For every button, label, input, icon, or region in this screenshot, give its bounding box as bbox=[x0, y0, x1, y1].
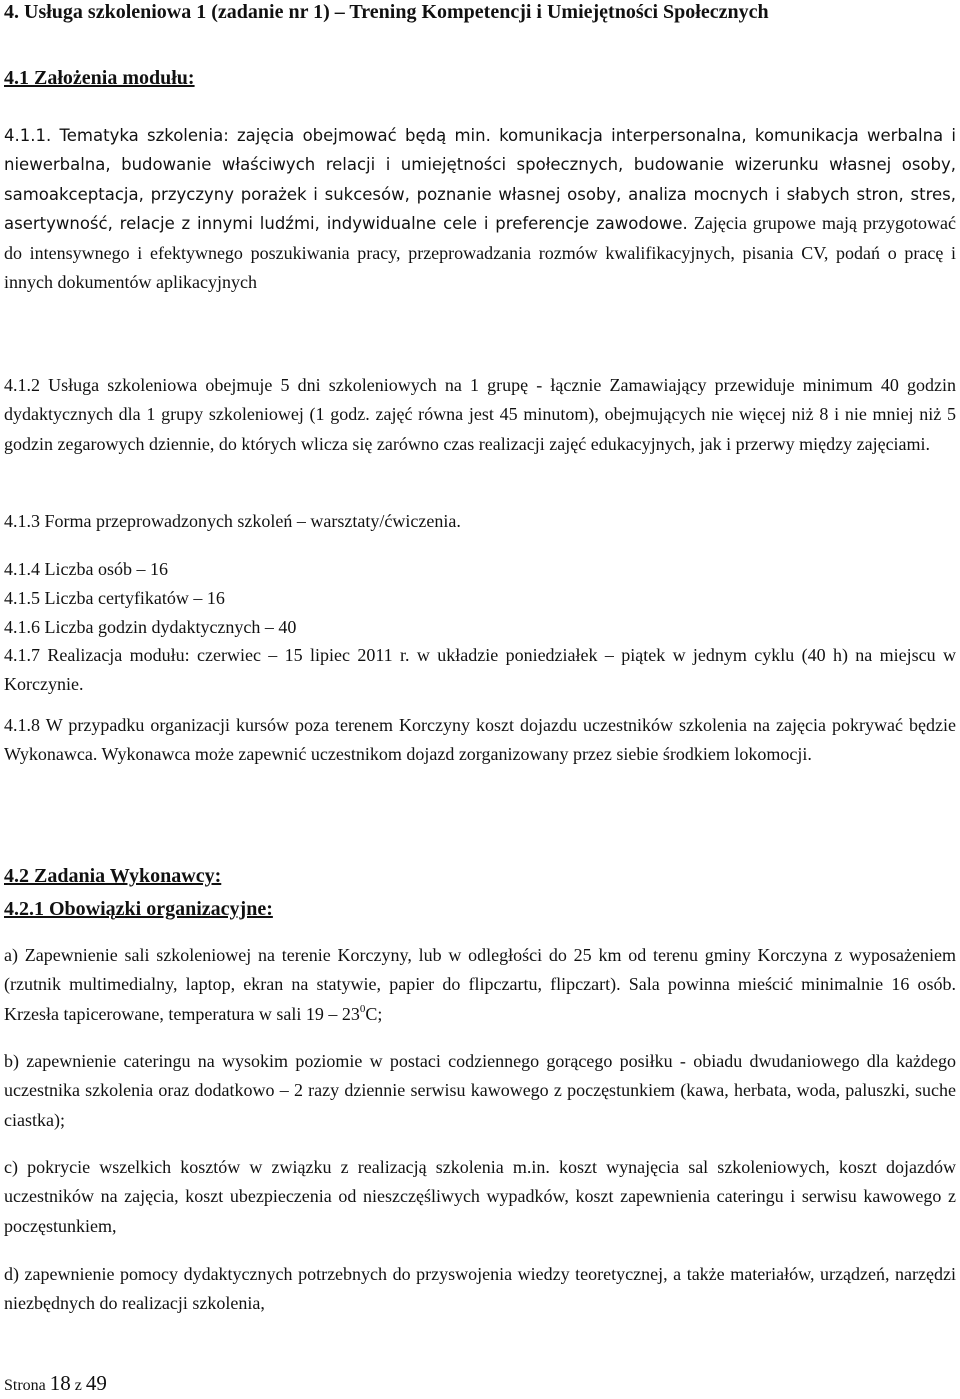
paragraph-4-1-5: 4.1.5 Liczba certyfikatów – 16 bbox=[4, 588, 225, 608]
footer-label: Strona bbox=[4, 1377, 46, 1394]
paragraph-4-1-3: 4.1.3 Forma przeprowadzonych szkoleń – warsztaty/ćwiczenia. bbox=[4, 511, 461, 531]
paragraph-a-end: C; bbox=[365, 1003, 383, 1024]
section-title: 4. Usługa szkoleniowa 1 (zadanie nr 1) – Trening Kompetencji i Umiejętności Społecznych bbox=[4, 1, 769, 23]
paragraph-b: b) zapewnienie cateringu na wysokim poziomie w postaci codziennego gorącego posiłku - obiadu dwudaniowego dla każdego uczestnika szkolenia oraz dodatkowo – 2 razy dziennie serwisu kawowego z poczęstunkiem (kawa, herbata, woda, paluszki, suche ciastka); bbox=[4, 1051, 956, 1130]
paragraph-4-1-1 bbox=[4, 121, 956, 297]
footer-of: z bbox=[74, 1377, 82, 1394]
paragraph-a bbox=[4, 941, 956, 1029]
paragraph-4-1-1-part1: 4.1.1. Tematyka szkolenia: zajęcia obejmować będą min. komunikacja interpersonalna, komunikacja werbalna i niewerbalna, budowanie właściwych relacji i umiejętności społecznych, budowanie wizerunku własnej osoby, samoakceptacja, przyczyny porażek i sukcesów, poznanie własnej osoby, analiza mocnych i słabych stron, stres, asertywność, relacje z innymi ludźmi, indywidualne cele i preferencje zawodowe. bbox=[4, 126, 956, 234]
subsection-4-1-title: 4.1 Założenia modułu: bbox=[4, 67, 195, 89]
paragraph-4-1-1-part2: Zajęcia grupowe mają przygotować do intensywnego i efektywnego poszukiwania pracy, przeprowadzania rozmów kwalifikacyjnych, pisania CV, podań o pracę i innych dokumentów aplikacyjnych bbox=[4, 213, 956, 293]
footer-total-pages: 49 bbox=[85, 1371, 107, 1395]
paragraph-c: c) pokrycie wszelkich kosztów w związku z realizacją szkolenia m.in. koszt wynajęcia sal szkoleniowych, koszt dojazdów uczestników na zajęcia, koszt ubezpieczenia od nieszczęśliwych wypadków, koszt zapewnienia cateringu i serwisu kawowego z poczęstunkiem, bbox=[4, 1157, 956, 1236]
subsection-4-2-1-title: 4.2.1 Obowiązki organizacyjne: bbox=[4, 898, 273, 920]
paragraph-d: d) zapewnienie pomocy dydaktycznych potrzebnych do przyswojenia wiedzy teoretycznej, a także materiałów, urządzeń, narzędzi niezbędnych do realizacji szkolenia, bbox=[4, 1264, 956, 1314]
degree-superscript: 0 bbox=[359, 1002, 366, 1015]
footer-page-number: 18 bbox=[49, 1371, 71, 1395]
paragraph-4-1-7: 4.1.7 Realizacja modułu: czerwiec – 15 lipiec 2011 r. w układzie poniedziałek – piątek w jednym cyklu (40 h) na miejscu w Korczynie. bbox=[4, 645, 956, 695]
page-footer bbox=[4, 1370, 107, 1399]
subsection-4-2-title: 4.2 Zadania Wykonawcy: bbox=[4, 865, 222, 887]
paragraph-4-1-8: 4.1.8 W przypadku organizacji kursów poza terenem Korczyny koszt dojazdu uczestników szkolenia na zajęcia pokrywać będzie Wykonawca. Wykonawca może zapewnić uczestnikom dojazd zorganizowany przez siebie środkiem lokomocji. bbox=[4, 715, 956, 765]
paragraph-a-text: a) Zapewnienie sali szkoleniowej na terenie Korczyny, lub w odległości do 25 km od terenu gminy Korczyna z wyposażeniem (rzutnik multimedialny, laptop, ekran na statywie, papier do flipczartu, flipczart). Sala powinna mieścić minimalnie 16 osób. Krzesła tapicerowane, temperatura w sali 19 – 23 bbox=[4, 945, 956, 1024]
paragraph-4-1-2: 4.1.2 Usługa szkoleniowa obejmuje 5 dni szkoleniowych na 1 grupę - łącznie Zamawiający przewiduje minimum 40 godzin dydaktycznych dla 1 grupy szkoleniowej (1 godz. zajęć równa jest 45 minutom), obejmujących nie więcej niż 8 i nie mniej niż 5 godzin zegarowych dziennie, do których wlicza się zarówno czas realizacji zajęć edukacyjnych, jak i przerwy między zajęciami. bbox=[4, 375, 956, 454]
paragraph-4-1-4: 4.1.4 Liczba osób – 16 bbox=[4, 559, 168, 579]
paragraph-4-1-6: 4.1.6 Liczba godzin dydaktycznych – 40 bbox=[4, 617, 297, 637]
